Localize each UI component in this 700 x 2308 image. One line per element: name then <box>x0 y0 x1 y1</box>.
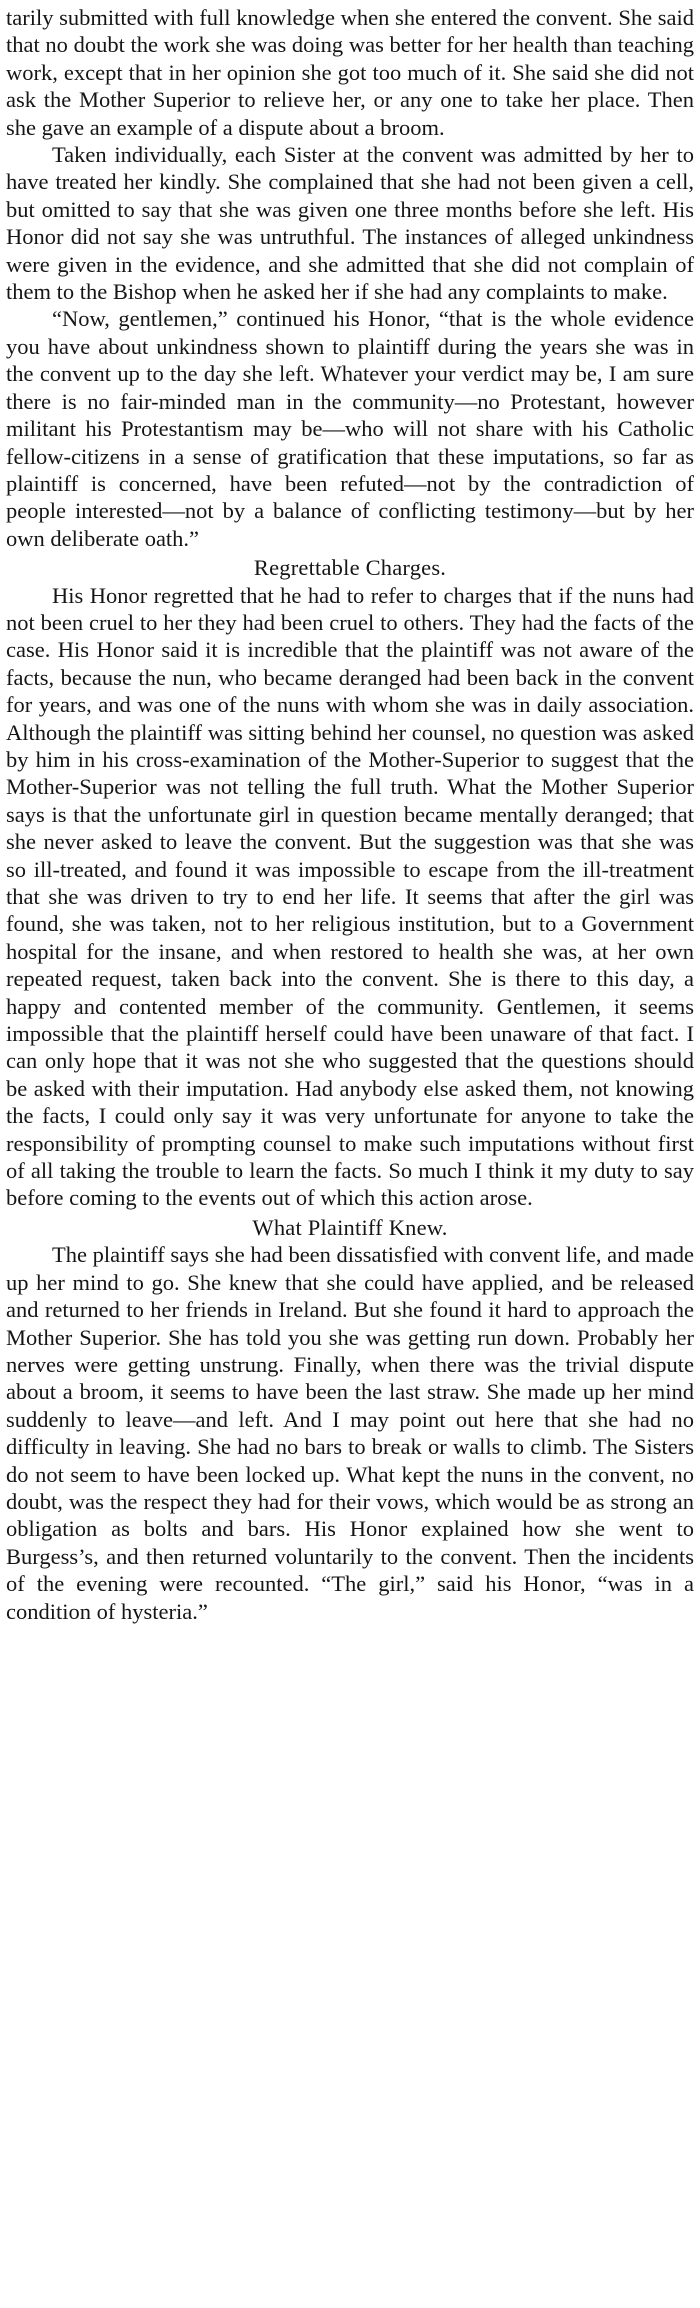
paragraph-convent-work: tarily submitted with full knowledge when she entered the convent. She said that no doubt the work she was doing was better for her health than teaching work, except that in her opinion she got too much of it. She said she did not ask the Mother Superior to relieve her, or any one to take her place. Then she gave an example of a dispute about a broom. <box>6 5 694 140</box>
paragraph-judge-quote: “Now, gentlemen,” continued his Honor, “that is the whole evidence you have about unkindness shown to plaintiff during the years she was in the convent up to the day she left. Whatever your verdict may be, I am sure there is no fair-minded man in the community—no Protestant, however militant his Protestantism may be—who will not share with his Catholic fellow-citizens in a sense of gratification that these imputations, so far as plaintiff is concerned, have been refuted—not by the contradiction of people interested—not by a balance of conflicting testimony—but by her own deliberate oath.” <box>6 306 694 551</box>
paragraph-regrettable-charges: His Honor regretted that he had to refer to charges that if the nuns had not been cruel to her they had been cruel to others. They had the facts of the case. His Honor said it is incredible that the plaintiff was not aware of the facts, because the nun, who became deranged had been back in the convent for years, and was one of the nuns with whom she was in daily association. Although the plaintiff was sitting behind her counsel, no question was asked by him in his cross-examination of the Mother-Superior to suggest that the Mother-Superior was not telling the full truth. What the Mother Superior says is that the unfortunate girl in question became mentally deranged; that she never asked to leave the convent. But the suggestion was that she was so ill-treated, and found it was impossible to escape from the ill-treatment that she was driven to try to end her life. It seems that after the girl was found, she was taken, not to her religious institution, but to a Government hospital for the insane, and when restored to health she was, at her own repeated request, taken back into the convent. She is there to this day, a happy and contented member of the community. Gentlemen, it seems impossible that the plaintiff herself could have been unaware of that fact. I can only hope that it was not she who suggested that the questions should be asked with their imputation. Had anybody else asked them, not knowing the facts, I could only say it was very unfortunate for anyone to take the responsibility of prompting counsel to make such imputations without first of all taking the trouble to learn the facts. So much I think it my duty to say before coming to the events out of which this action arose. <box>6 582 694 1211</box>
section-heading-regrettable-charges: Regrettable Charges. <box>253 555 447 581</box>
paragraph-what-plaintiff-knew: The plaintiff says she had been dissatisfied with convent life, and made up her mind to go. She knew that she could have applied, and be released and returned to her friends in Ireland. But she found it hard to approach the Mother Superior. She has told you she was getting run down. Probably her nerves were getting unstrung. Finally, when there was the trivial dispute about a broom, it seems to have been the last straw. She made up her mind suddenly to leave—and left. And I may point out here that she had no difficulty in leaving. She had no bars to break or walls to climb. The Sisters do not seem to have been locked up. What kept the nuns in the convent, no doubt, was the respect they had for their vows, which would be as strong an obligation as bolts and bars. His Honor explained how she went to Burgess’s, and then returned voluntarily to the convent. Then the incidents of the evening were recounted. “The girl,” said his Honor, “was in a condition of hysteria.” <box>6 1242 694 1624</box>
paragraph-sisters-kindness: Taken individually, each Sister at the convent was admitted by her to have treated her kindly. She complained that she had not been given a cell, but omitted to say that she was given one three months before she left. His Honor did not say she was untruthful. The instances of alleged unkindness were given in the evidence, and she admitted that she did not complain of them to the Bishop when he asked her if she had any complaints to make. <box>6 142 694 305</box>
section-heading-what-plaintiff-knew: What Plaintiff Knew. <box>252 1214 448 1240</box>
